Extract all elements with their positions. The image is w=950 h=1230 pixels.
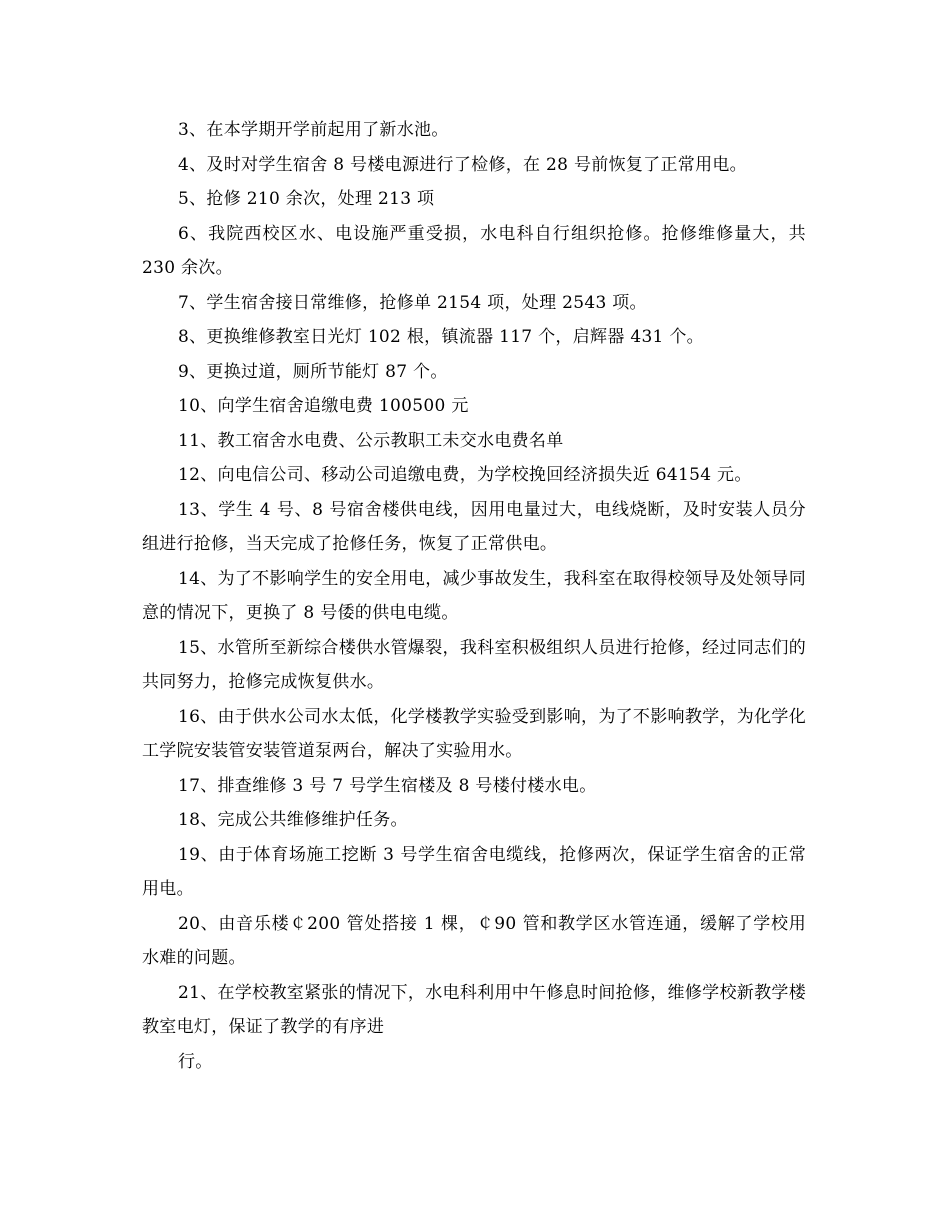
paragraph-item-7: 7、学生宿舍接日常维修，抢修单 2154 项，处理 2543 项。: [178, 292, 647, 313]
paragraph-item-10: 10、向学生宿舍追缴电费 100500 元: [178, 396, 469, 416]
paragraph-item-12: 12、向电信公司、移动公司追缴电费，为学校挽回经济损失近 64154 元。: [178, 465, 752, 485]
document-body: [142, 113, 806, 1079]
paragraph-item-15: 15、水管所至新综合楼供水管爆裂，我科室积极组织人员进行抢修，经过同志们的共同努力，抢修完成恢复供水。: [142, 637, 806, 692]
paragraph-item-11: 11、教工宿舍水电费、公示教职工未交水电费名单: [178, 430, 564, 451]
paragraph-item-4: 4、及时对学生宿舍 8 号楼电源进行了检修，在 28 号前恢复了正常用电。: [178, 154, 747, 175]
paragraph-item-14: 14、为了不影响学生的安全用电，减少事故发生，我科室在取得校领导及处领导同意的情况下，更换了 8 号倭的供电电缆。: [142, 568, 806, 623]
paragraph-item-20: 20、由音乐楼￠200 管处搭接 1 棵，￠90 管和教学区水管连通，缓解了学校用水难的问题。: [142, 913, 806, 968]
paragraph-item-8: 8、更换维修教室日光灯 102 根，镇流器 117 个，启辉器 431 个。: [178, 327, 704, 347]
paragraph-item-5: 5、抢修 210 余次，处理 213 项: [178, 189, 435, 209]
paragraph-item-9: 9、更换过道，厕所节能灯 87 个。: [178, 361, 448, 382]
paragraph-item-6: 6、我院西校区水、电设施严重受损，水电科自行组织抢修。抢修维修量大，共 230 余次。: [142, 223, 806, 278]
paragraph-item-3: 3、在本学期开学前起用了新水池。: [178, 120, 449, 140]
paragraph-item-18: 18、完成公共维修维护任务。: [178, 810, 408, 830]
paragraph-item-16: 16、由于供水公司水太低，化学楼教学实验受到影响，为了不影响教学，为化学化工学院安装管安装管道泵两台，解决了实验用水。: [142, 706, 806, 761]
paragraph-item-21-continuation: 行。: [178, 1051, 213, 1072]
paragraph-item-17: 17、排查维修 3 号 7 号学生宿楼及 8 号楼付楼水电。: [178, 775, 597, 796]
paragraph-item-21: 21、在学校教室紧张的情况下，水电科利用中午修息时间抢修，维修学校新教学楼教室电灯，保证了教学的有序进: [142, 982, 806, 1037]
paragraph-item-13: 13、学生 4 号、8 号宿舍楼供电线，因用电量过大，电线烧断，及时安装人员分组进行抢修，当天完成了抢修任务，恢复了正常供电。: [142, 499, 806, 554]
paragraph-item-19: 19、由于体育场施工挖断 3 号学生宿舍电缆线，抢修两次，保证学生宿舍的正常用电。: [142, 844, 806, 899]
